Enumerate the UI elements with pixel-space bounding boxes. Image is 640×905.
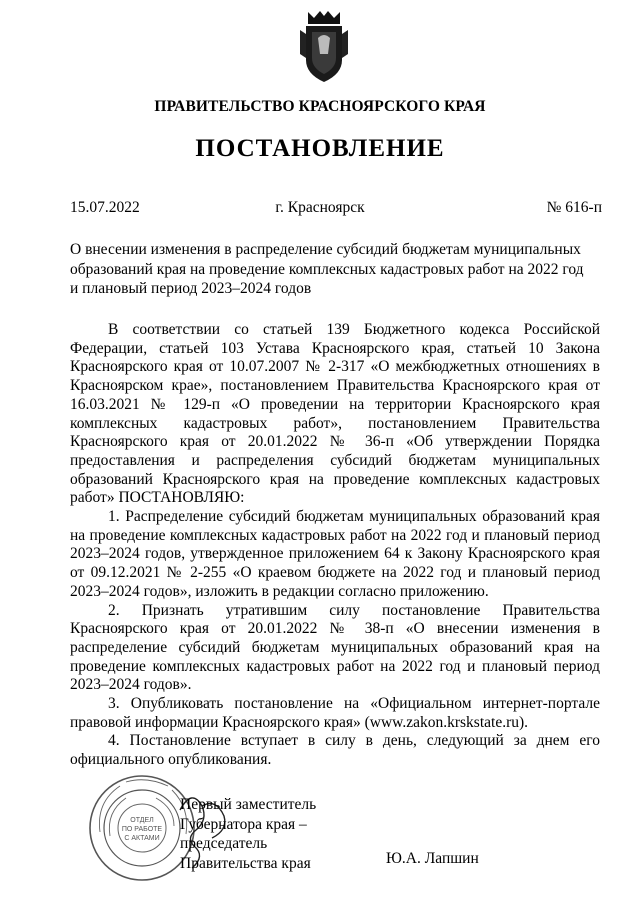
document-body [70, 321, 600, 770]
document-subject [70, 240, 600, 299]
subject-line: образований края на проведение комплексных кадастровых работ на 2022 год [70, 260, 584, 278]
signatory-line: председатель [180, 835, 268, 852]
stamp-text: С АКТАМИ [124, 835, 160, 842]
preamble-paragraph: В соответствии со статьей 139 Бюджетного кодекса Российской Федерации, статьей 103 Устава Красноярского края, статьей 10 Закона Красноярского края от 10.07.2007 № 2-317 «О межбюджетных отношениях в Красноярском крае», постановлением Правительства Красноярского края от 16.03.2021 № 129-п «О проведении на территории Красноярского края комплексных кадастровых работ», постановлением Правительства Красноярского края от 20.01.2022 № 36-п «Об утверждении Порядка предоставления и распределения субсидий бюджетам муниципальных образований Красноярского края на проведение комплексных кадастровых работ» ПОСТАНОВЛЯЮ: [70, 321, 600, 507]
signatory-line: Правительства края [180, 854, 311, 872]
krasnoyarsk-coat-of-arms-icon [298, 8, 350, 86]
subject-line: и плановый период 2023–2024 годов [70, 280, 312, 297]
stamp-text: ПО РАБОТЕ [121, 826, 163, 833]
resolution-item-3: 3. Опубликовать постановление на «Официальном интернет-портале правовой информации Красноярского края» (www.zakon.krskstate.ru). [70, 695, 600, 731]
signatory-line: Первый заместитель [180, 796, 317, 813]
document-type-title: ПОСТАНОВЛЕНИЕ [195, 135, 445, 162]
resolution-item-2: 2. Признать утратившим силу постановление Правительства Красноярского края от 20.01.2022 № 38-п «О внесении изменения в распределение субсидий бюджетам муниципальных образований края на проведение комплексных кадастровых работ на 2022 год и плановый период 2023–2024 годов». [70, 601, 600, 694]
signatory-position [180, 795, 316, 873]
document-city: г. Красноярск [275, 199, 365, 216]
government-title: ПРАВИТЕЛЬСТВО КРАСНОЯРСКОГО КРАЯ [154, 98, 486, 115]
resolution-item-1: 1. Распределение субсидий бюджетам муниципальных образований края на проведение комплексных кадастровых работ на 2022 год и плановый период 2023–2024 годов, утвержденное приложением 64 к Закону Красноярского края от 09.12.2021 № 2-255 «О краевом бюджете на 2022 год и плановый период 2023–2024 годов», изложить в редакции согласно приложению. [70, 508, 600, 600]
subject-line: О внесении изменения в распределение субсидий бюджетам муниципальных [70, 241, 581, 258]
signatory-name: Ю.А. Лапшин [386, 850, 479, 867]
stamp-text: ОТДЕЛ [130, 817, 154, 824]
resolution-item-4: 4. Постановление вступает в силу в день, следующий за днем его официального опубликования. [70, 732, 600, 769]
document-date: 15.07.2022 [70, 199, 140, 216]
document-number: № 616-п [546, 199, 602, 216]
signatory-line: Губернатора края – [180, 815, 307, 833]
